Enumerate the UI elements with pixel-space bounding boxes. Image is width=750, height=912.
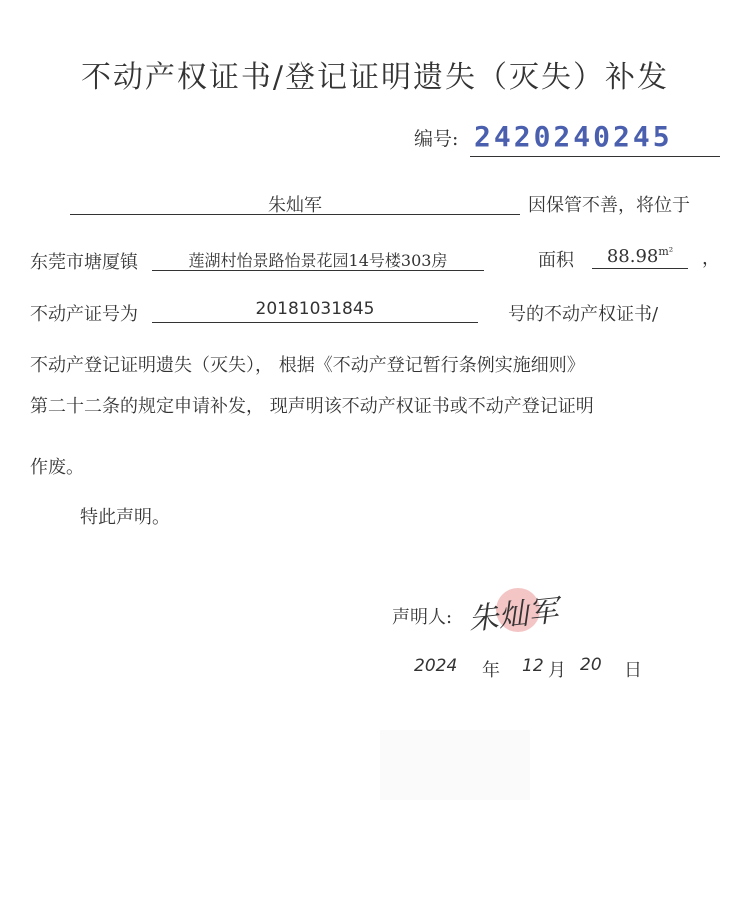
area-value: 88.98: [606, 246, 659, 267]
paragraph-line-2: 第二十二条的规定申请补发， 现声明该不动产权证书或不动产登记证明: [30, 396, 594, 417]
paragraph-line-3: 作废。: [30, 457, 84, 478]
serial-label: 编号:: [414, 128, 459, 150]
cert-suffix: 号的不动产权证书/: [508, 304, 659, 325]
location-prefix: 东莞市塘厦镇: [30, 252, 138, 273]
cert-number: 20181031845: [255, 299, 375, 319]
area-unit: m²: [658, 245, 674, 258]
area-label: 面积: [538, 250, 574, 271]
property-address: 莲湖村怡景路怡景花园14号楼303房: [188, 251, 448, 270]
applicant-name: 朱灿军: [268, 195, 322, 216]
handwritten-signature: 朱灿军: [466, 593, 560, 638]
area-underline: [592, 268, 688, 269]
cert-underline: [152, 322, 478, 323]
serial-underline: [470, 156, 720, 157]
paragraph-line-1: 不动产登记证明遗失（灭失）， 根据《不动产登记暂行条例实施细则》: [30, 355, 585, 376]
text-after-name: 因保管不善，将位于: [528, 195, 690, 216]
date-month: 12: [522, 656, 544, 676]
closing-statement: 特此声明。: [80, 507, 170, 528]
name-underline: [70, 214, 520, 215]
date-month-char: 月: [548, 660, 566, 681]
serial-number: 2420240245: [474, 120, 673, 153]
date-day: 20: [580, 655, 602, 675]
date-year-char: 年: [482, 660, 500, 681]
area-field: [592, 245, 688, 267]
date-day-char: 日: [624, 660, 642, 681]
document-title: 不动产权证书/登记证明遗失（灭失）补发: [80, 60, 670, 95]
address-underline: [152, 270, 484, 271]
faint-stamp-shadow: [380, 730, 530, 800]
date-year: 2024: [414, 656, 458, 676]
declarant-label: 声明人:: [392, 607, 453, 628]
area-suffix: ，: [702, 248, 720, 269]
cert-label: 不动产证号为: [30, 304, 138, 325]
